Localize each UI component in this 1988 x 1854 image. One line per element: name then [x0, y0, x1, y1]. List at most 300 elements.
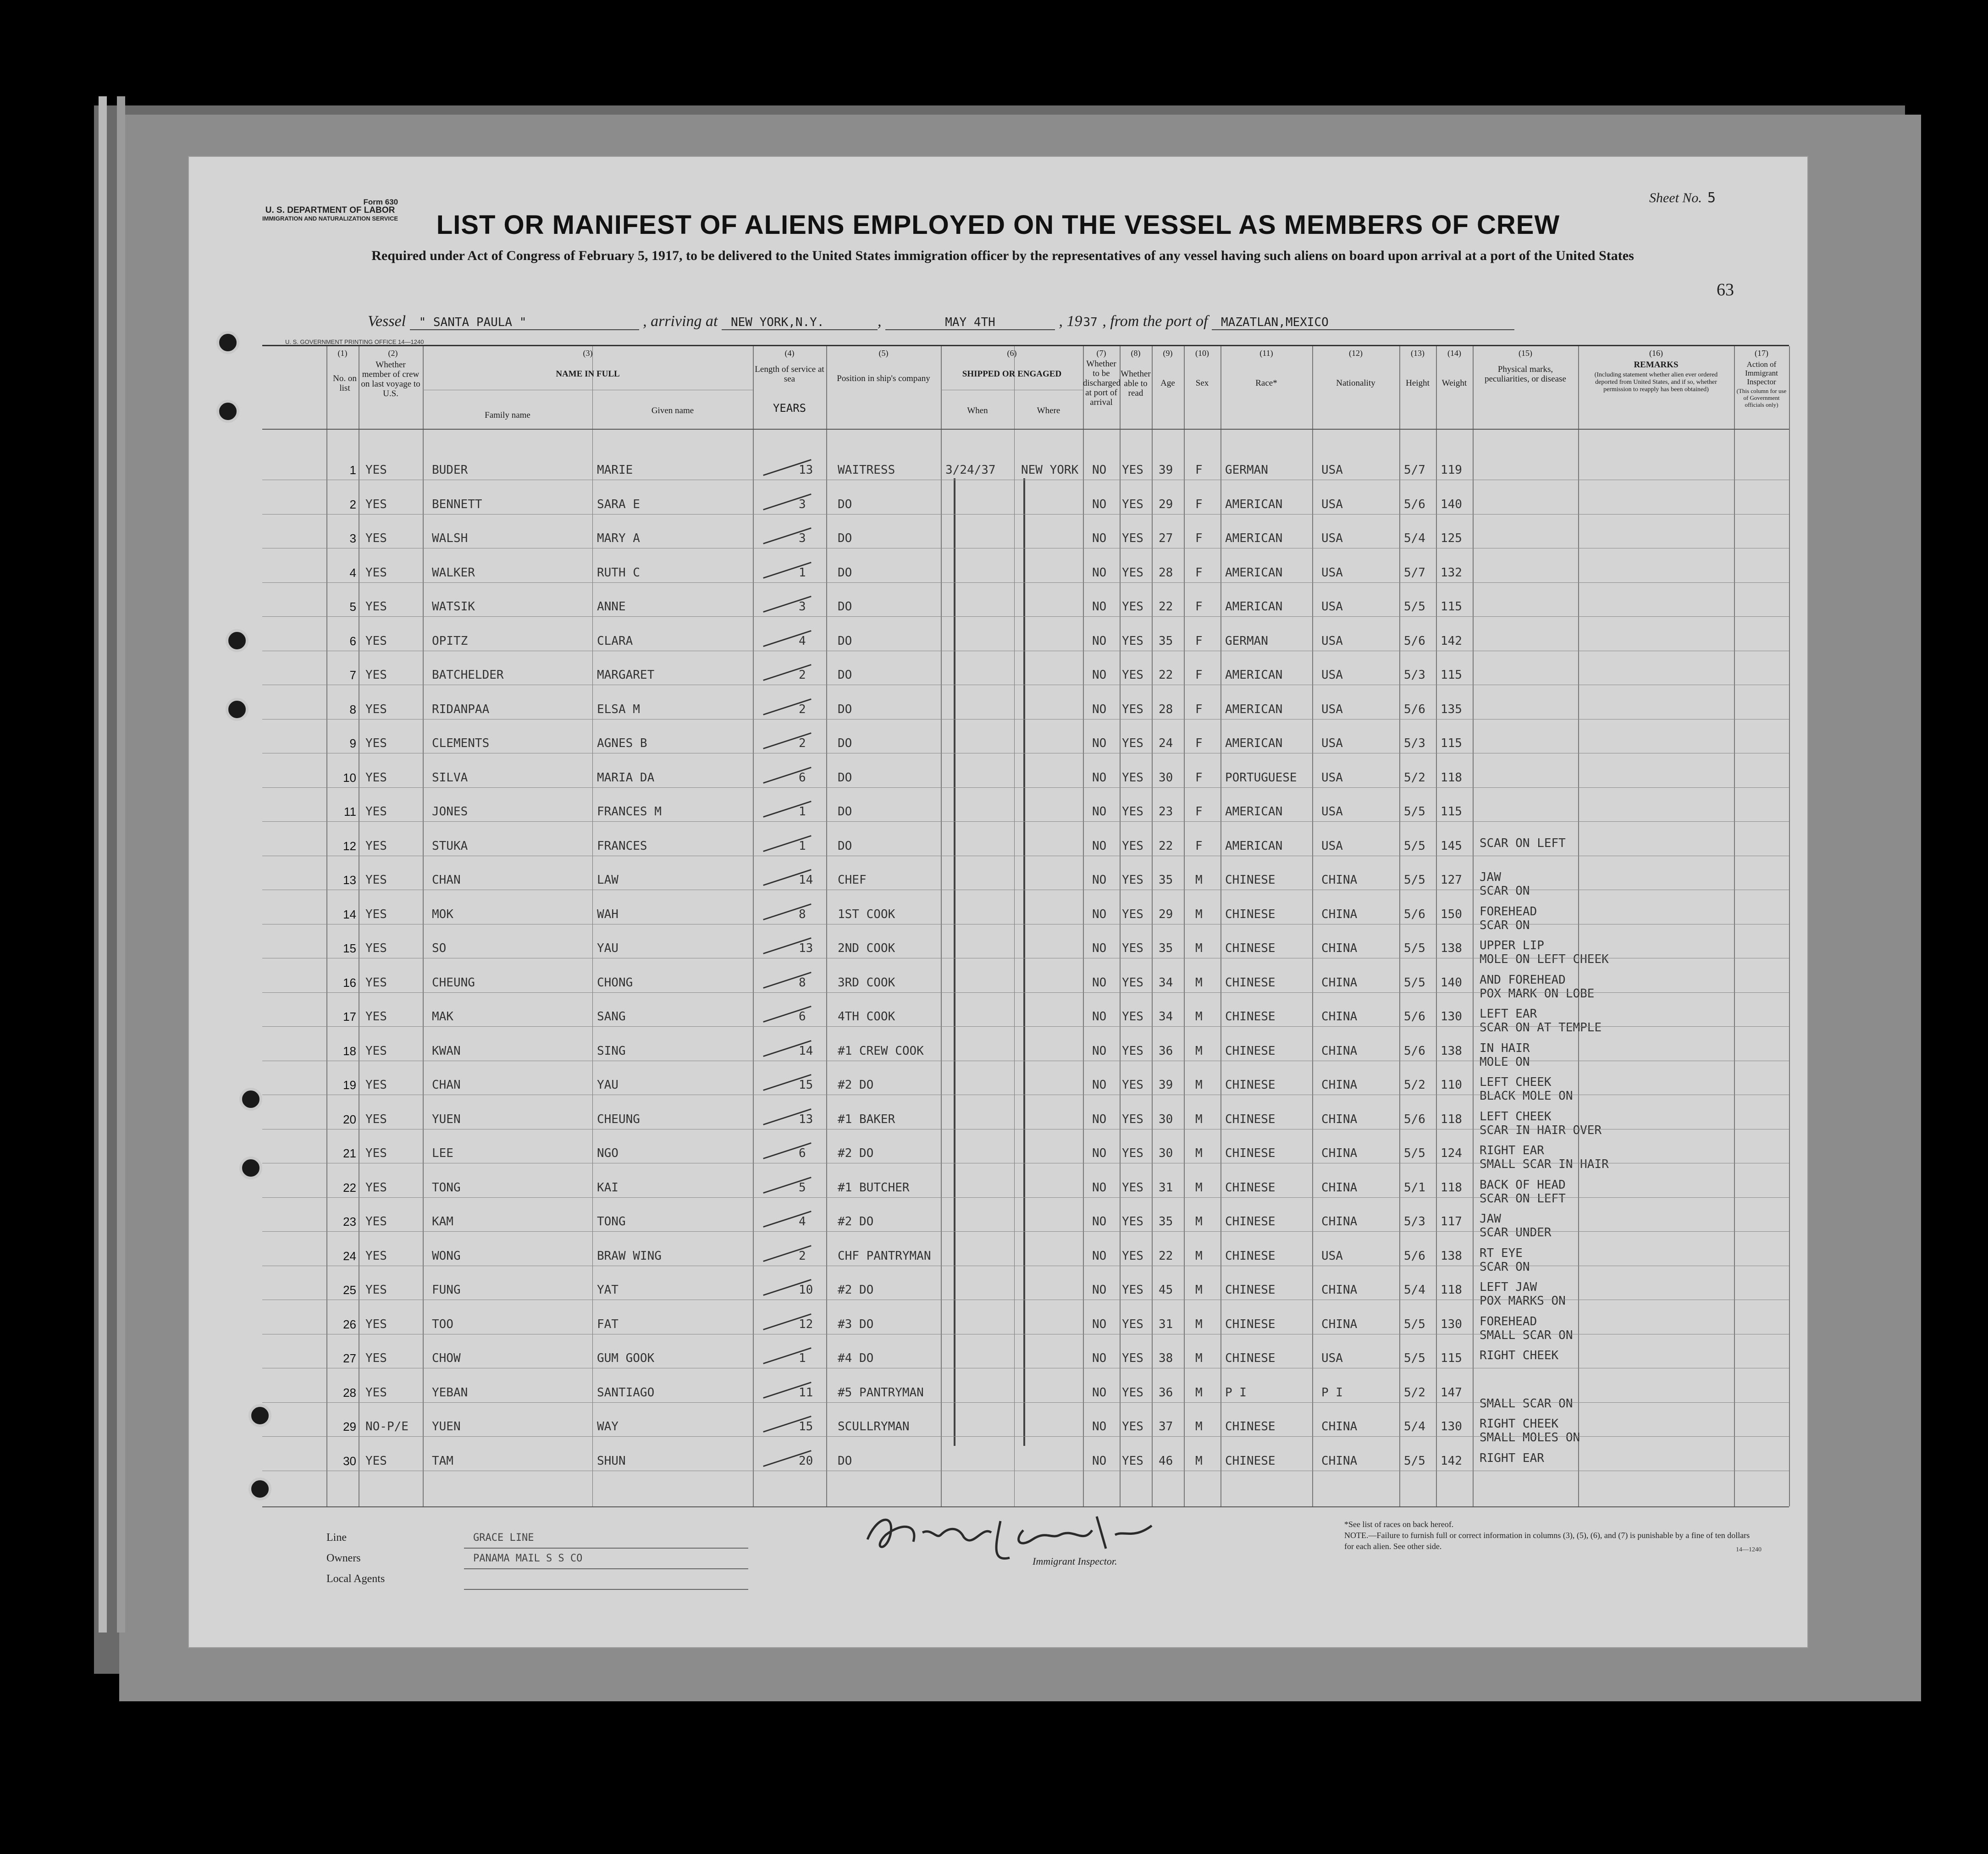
- last-voyage: YES: [365, 702, 387, 716]
- row-rule: [262, 1026, 1789, 1027]
- family-name: MAK: [432, 1010, 453, 1024]
- last-voyage: YES: [365, 805, 387, 819]
- physical-marks-continued: SCAR ON AT TEMPLE: [1480, 1021, 1602, 1035]
- position: #1 BAKER: [838, 1112, 895, 1126]
- height: 5/6: [1404, 1010, 1425, 1024]
- col-header-where: Where: [1037, 406, 1060, 415]
- position: DO: [838, 702, 852, 716]
- table-row: [262, 736, 1789, 770]
- position: DO: [838, 531, 852, 545]
- row-rule: [262, 787, 1789, 788]
- discharged: NO: [1092, 941, 1107, 955]
- service-years: 14: [799, 873, 813, 887]
- able-to-read: YES: [1122, 565, 1143, 580]
- last-voyage: YES: [365, 1112, 387, 1126]
- physical-marks: LEFT JAW: [1480, 1280, 1537, 1294]
- height: 5/6: [1404, 1249, 1425, 1263]
- able-to-read: YES: [1122, 941, 1143, 955]
- weight: 115: [1441, 668, 1462, 682]
- weight: 138: [1441, 1249, 1462, 1263]
- height: 5/6: [1404, 1044, 1425, 1058]
- weight: 117: [1441, 1215, 1462, 1229]
- col-header-weight: Weight: [1441, 378, 1467, 388]
- sex: F: [1195, 634, 1203, 648]
- list-number: 23: [343, 1215, 356, 1229]
- col3-number: (3): [583, 349, 593, 358]
- given-name: SANTIAGO: [597, 1385, 655, 1400]
- discharged: NO: [1092, 1454, 1107, 1468]
- list-number: 18: [343, 1044, 356, 1058]
- last-voyage: YES: [365, 1180, 387, 1195]
- departure-port: MAZATLAN,MEXICO: [1212, 315, 1514, 330]
- list-number: 16: [343, 975, 356, 990]
- weight: 124: [1441, 1146, 1462, 1160]
- col-header-action: Action of Immigrant Inspector: [1745, 360, 1778, 386]
- age: 23: [1159, 805, 1173, 819]
- race: PORTUGUESE: [1225, 770, 1297, 785]
- table-row: [262, 1212, 1789, 1249]
- given-name: TONG: [597, 1215, 626, 1229]
- height: 5/4: [1404, 1283, 1425, 1297]
- sex: M: [1195, 1385, 1203, 1400]
- nationality: CHINA: [1321, 907, 1358, 921]
- given-name: YAU: [597, 1078, 618, 1092]
- given-name: FRANCES: [597, 839, 647, 853]
- nationality: CHINA: [1321, 873, 1358, 887]
- family-name: KWAN: [432, 1044, 461, 1058]
- footer-note: [1344, 1519, 1757, 1552]
- sex: M: [1195, 1146, 1203, 1160]
- owners-label: Owners: [326, 1552, 361, 1564]
- year-prefix: , 19: [1059, 313, 1082, 330]
- age: 22: [1159, 668, 1173, 682]
- physical-marks: SCAR ON LEFT: [1480, 836, 1566, 850]
- row-rule: [262, 992, 1789, 993]
- agents-label: Local Agents: [326, 1573, 385, 1585]
- col-header-remarks-note: (Including statement whether alien ever ordered deported from United States, and if so, whether permission to reapply has been obtained): [1594, 371, 1718, 393]
- weight: 145: [1441, 839, 1462, 853]
- height: 5/2: [1404, 1385, 1425, 1400]
- last-voyage: YES: [365, 736, 387, 750]
- table-row: [262, 1146, 1789, 1180]
- able-to-read: YES: [1122, 497, 1143, 511]
- service-years: 4: [799, 1215, 806, 1229]
- service-years: 15: [799, 1078, 813, 1092]
- age: 36: [1159, 1044, 1173, 1058]
- service-years: 6: [799, 1146, 806, 1160]
- position: 3RD COOK: [838, 975, 895, 990]
- physical-marks: AND FOREHEAD: [1480, 973, 1566, 987]
- crew-table: [262, 345, 1789, 1507]
- weight: 127: [1441, 873, 1462, 887]
- col-header-race: Race*: [1255, 378, 1277, 388]
- nationality: CHINA: [1321, 1010, 1358, 1024]
- physical-marks: RT EYE: [1480, 1246, 1523, 1260]
- nationality: USA: [1321, 565, 1343, 580]
- family-name: STUKA: [432, 839, 468, 853]
- race: AMERICAN: [1225, 565, 1283, 580]
- sheet-number-value: 5: [1707, 190, 1716, 206]
- height: 5/5: [1404, 805, 1425, 819]
- arrival-port: NEW YORK,N.Y.: [722, 315, 878, 330]
- physical-marks: LEFT EAR: [1480, 1007, 1537, 1021]
- service-years: 13: [799, 463, 813, 477]
- last-voyage: YES: [365, 1351, 387, 1365]
- last-voyage: YES: [365, 907, 387, 921]
- height: 5/6: [1404, 634, 1425, 648]
- weight: 110: [1441, 1078, 1462, 1092]
- nationality: USA: [1321, 600, 1343, 614]
- physical-marks: IN HAIR: [1480, 1041, 1530, 1055]
- race: CHINESE: [1225, 907, 1276, 921]
- position: #2 DO: [838, 1215, 874, 1229]
- table-row: [262, 1314, 1789, 1351]
- table-row: [262, 1075, 1789, 1112]
- service-years: 1: [799, 565, 806, 580]
- table-row: [262, 1417, 1789, 1454]
- row-rule: [262, 514, 1789, 515]
- height: 5/6: [1404, 1112, 1425, 1126]
- row-rule: [262, 1436, 1789, 1437]
- height: 5/5: [1404, 975, 1425, 990]
- col8-number: (8): [1131, 349, 1141, 358]
- sex: M: [1195, 1078, 1203, 1092]
- list-number: 14: [343, 907, 356, 921]
- discharged: NO: [1092, 1351, 1107, 1365]
- owners-value: PANAMA MAIL S S CO: [464, 1549, 748, 1569]
- list-number: 21: [343, 1146, 356, 1160]
- given-name: MARIE: [597, 463, 633, 477]
- sex: F: [1195, 702, 1203, 716]
- race: CHINESE: [1225, 1010, 1276, 1024]
- inspector-label: Immigrant Inspector.: [1033, 1555, 1117, 1567]
- page-title: LIST OR MANIFEST OF ALIENS EMPLOYED ON THE VESSEL AS MEMBERS OF CREW: [436, 210, 1560, 240]
- family-name: BENNETT: [432, 497, 482, 511]
- given-name: ELSA M: [597, 702, 640, 716]
- weight: 142: [1441, 634, 1462, 648]
- nationality: USA: [1321, 531, 1343, 545]
- given-name: FRANCES M: [597, 805, 662, 819]
- physical-marks: FOREHEAD: [1480, 1314, 1537, 1328]
- col9-number: (9): [1163, 349, 1173, 358]
- physical-marks-continued: SCAR ON: [1480, 918, 1530, 932]
- able-to-read: YES: [1122, 1146, 1143, 1160]
- last-voyage: YES: [365, 565, 387, 580]
- position: #1 CREW COOK: [838, 1044, 924, 1058]
- binder-strip: [117, 96, 125, 1633]
- able-to-read: YES: [1122, 1180, 1143, 1195]
- service-years: 3: [799, 531, 806, 545]
- weight: 147: [1441, 1385, 1462, 1400]
- last-voyage: YES: [365, 1078, 387, 1092]
- family-name: MOK: [432, 907, 453, 921]
- race: CHINESE: [1225, 873, 1276, 887]
- race: CHINESE: [1225, 1180, 1276, 1195]
- service-years: 8: [799, 907, 806, 921]
- discharged: NO: [1092, 1146, 1107, 1160]
- sex: M: [1195, 941, 1203, 955]
- race: GERMAN: [1225, 463, 1268, 477]
- weight: 140: [1441, 975, 1462, 990]
- height: 5/5: [1404, 600, 1425, 614]
- race: CHINESE: [1225, 1112, 1276, 1126]
- position: DO: [838, 736, 852, 750]
- age: 31: [1159, 1317, 1173, 1331]
- sex: F: [1195, 805, 1203, 819]
- physical-marks: RIGHT EAR: [1480, 1451, 1544, 1465]
- height: 5/2: [1404, 1078, 1425, 1092]
- table-row: [262, 870, 1789, 907]
- last-voyage: YES: [365, 600, 387, 614]
- given-name: CHONG: [597, 975, 633, 990]
- vessel-line: Vessel " SANTA PAULA " , arriving at NEW YORK,N.Y. , MAY 4TH , 1937 , from the port of MAZATLAN,MEXICO: [368, 313, 1514, 330]
- col-header-discharged: Whether to be discharged at port of arrival: [1083, 359, 1121, 407]
- able-to-read: YES: [1122, 839, 1143, 853]
- discharged: NO: [1092, 531, 1107, 545]
- able-to-read: YES: [1122, 600, 1143, 614]
- sex: F: [1195, 497, 1203, 511]
- weight: 135: [1441, 702, 1462, 716]
- sex: M: [1195, 1112, 1203, 1126]
- nationality: USA: [1321, 839, 1343, 853]
- family-name: YEBAN: [432, 1385, 468, 1400]
- discharged: NO: [1092, 634, 1107, 648]
- table-row: [262, 1041, 1789, 1078]
- able-to-read: YES: [1122, 975, 1143, 990]
- list-number: 20: [343, 1112, 356, 1126]
- age: 38: [1159, 1351, 1173, 1365]
- able-to-read: YES: [1122, 1317, 1143, 1331]
- service-years: 2: [799, 668, 806, 682]
- height: 5/6: [1404, 497, 1425, 511]
- nationality: CHINA: [1321, 975, 1358, 990]
- col5-number: (5): [878, 349, 889, 358]
- discharged: NO: [1092, 1180, 1107, 1195]
- table-row: [262, 1246, 1789, 1283]
- age: 30: [1159, 1146, 1173, 1160]
- position: #4 DO: [838, 1351, 874, 1365]
- last-voyage: YES: [365, 668, 387, 682]
- col-header-family-name: Family name: [485, 410, 530, 420]
- discharged: NO: [1092, 702, 1107, 716]
- race: AMERICAN: [1225, 497, 1283, 511]
- height: 5/7: [1404, 463, 1425, 477]
- table-row: [262, 703, 1789, 736]
- list-number: 7: [349, 668, 356, 682]
- race: AMERICAN: [1225, 668, 1283, 682]
- list-number: 5: [349, 600, 356, 614]
- service-years: 8: [799, 975, 806, 990]
- race: GERMAN: [1225, 634, 1268, 648]
- col-header-given-name: Given name: [651, 406, 694, 415]
- list-number: 26: [343, 1317, 356, 1331]
- position: DO: [838, 839, 852, 853]
- position: DO: [838, 770, 852, 785]
- position: #1 BUTCHER: [838, 1180, 910, 1195]
- age: 35: [1159, 1215, 1173, 1229]
- stamped-page-number: 63: [1717, 280, 1734, 299]
- weight: 115: [1441, 736, 1462, 750]
- last-voyage: YES: [365, 497, 387, 511]
- able-to-read: YES: [1122, 805, 1143, 819]
- able-to-read: YES: [1122, 463, 1143, 477]
- sheet-number: [1649, 190, 1716, 206]
- position: #5 PANTRYMAN: [838, 1385, 924, 1400]
- able-to-read: YES: [1122, 1283, 1143, 1297]
- height: 5/4: [1404, 531, 1425, 545]
- vessel-name: " SANTA PAULA ": [410, 315, 639, 330]
- able-to-read: YES: [1122, 668, 1143, 682]
- able-to-read: YES: [1122, 873, 1143, 887]
- age: 29: [1159, 497, 1173, 511]
- last-voyage: YES: [365, 1385, 387, 1400]
- given-name: YAU: [597, 941, 618, 955]
- last-voyage: YES: [365, 1044, 387, 1058]
- sex: M: [1195, 1420, 1203, 1433]
- height: 5/3: [1404, 668, 1425, 682]
- service-years: 3: [799, 600, 806, 614]
- physical-marks: UPPER LIP: [1480, 939, 1544, 952]
- list-number: 13: [343, 873, 356, 887]
- service-unit: YEARS: [773, 402, 806, 415]
- footer-fields: [326, 1528, 748, 1590]
- physical-marks-continued: MOLE ON: [1480, 1055, 1530, 1069]
- from-label: , from the port of: [1102, 313, 1208, 330]
- age: 22: [1159, 600, 1173, 614]
- position: #2 DO: [838, 1283, 874, 1297]
- nationality: USA: [1321, 805, 1343, 819]
- col-header-action-note: (This column for use of Government officials only): [1736, 387, 1787, 408]
- weight: 132: [1441, 565, 1462, 580]
- discharged: NO: [1092, 565, 1107, 580]
- discharged: NO: [1092, 839, 1107, 853]
- discharged: NO: [1092, 805, 1107, 819]
- given-name: WAY: [597, 1420, 618, 1433]
- binder-strip: [99, 96, 107, 1633]
- table-row: [262, 531, 1789, 565]
- physical-marks: LEFT CHEEK: [1480, 1109, 1552, 1123]
- given-name: YAT: [597, 1283, 618, 1297]
- sex: M: [1195, 873, 1203, 887]
- nationality: USA: [1321, 497, 1343, 511]
- race: P I: [1225, 1385, 1247, 1400]
- family-name: SO: [432, 941, 447, 955]
- height: 5/5: [1404, 941, 1425, 955]
- list-number: 30: [343, 1454, 356, 1468]
- age: 35: [1159, 634, 1173, 648]
- table-row: [262, 463, 1789, 497]
- sex: F: [1195, 770, 1203, 785]
- table-row: [262, 941, 1789, 975]
- family-name: BATCHELDER: [432, 668, 504, 682]
- physical-marks: BACK OF HEAD: [1480, 1178, 1566, 1192]
- col-header-service-length: Length of service at sea: [755, 365, 824, 384]
- given-name: LAW: [597, 873, 618, 887]
- service-years: 3: [799, 497, 806, 511]
- physical-marks-continued: SCAR IN HAIR OVER: [1480, 1123, 1602, 1137]
- nationality: CHINA: [1321, 941, 1358, 955]
- nationality: USA: [1321, 770, 1343, 785]
- position: 4TH COOK: [838, 1010, 895, 1024]
- sex: M: [1195, 1283, 1203, 1297]
- given-name: ANNE: [597, 600, 626, 614]
- family-name: RIDANPAA: [432, 702, 490, 716]
- table-row: [262, 600, 1789, 634]
- position: DO: [838, 668, 852, 682]
- col11-number: (11): [1259, 349, 1273, 358]
- age: 39: [1159, 463, 1173, 477]
- age: 29: [1159, 907, 1173, 921]
- sex: M: [1195, 907, 1203, 921]
- position: DO: [838, 805, 852, 819]
- last-voyage: YES: [365, 1317, 387, 1331]
- col13-number: (13): [1411, 349, 1425, 358]
- list-number: 15: [343, 941, 356, 955]
- physical-marks-continued: SCAR ON LEFT: [1480, 1191, 1566, 1206]
- list-number: 24: [343, 1249, 356, 1263]
- table-row: [262, 1451, 1789, 1488]
- height: 5/3: [1404, 736, 1425, 750]
- physical-marks-continued: SMALL SCAR ON: [1480, 1328, 1573, 1342]
- sex: M: [1195, 975, 1203, 990]
- col4-number: (4): [784, 349, 795, 358]
- able-to-read: YES: [1122, 907, 1143, 921]
- race: CHINESE: [1225, 1351, 1276, 1365]
- col-header-height: Height: [1406, 378, 1430, 388]
- punch-hole: [216, 400, 239, 423]
- agents-value: [464, 1570, 748, 1590]
- position: DO: [838, 634, 852, 648]
- height: 5/6: [1404, 907, 1425, 921]
- position: 1ST COOK: [838, 907, 895, 921]
- physical-marks: LEFT CHEEK: [1480, 1075, 1552, 1089]
- age: 22: [1159, 839, 1173, 853]
- service-years: 4: [799, 634, 806, 648]
- service-years: 14: [799, 1044, 813, 1058]
- table-row: [262, 805, 1789, 839]
- physical-marks-continued: SMALL SCAR ON: [1480, 1396, 1573, 1411]
- page-subtitle: Required under Act of Congress of February 5, 1917, to be delivered to the United States immigration officer by the representatives of any vessel having such aliens on board upon arrival at a port of the United States: [371, 248, 1634, 263]
- race: AMERICAN: [1225, 600, 1283, 614]
- table-row: [262, 771, 1789, 805]
- given-name: CHEUNG: [597, 1112, 640, 1126]
- col12-number: (12): [1349, 349, 1363, 358]
- race: AMERICAN: [1225, 839, 1283, 853]
- list-number: 25: [343, 1283, 356, 1297]
- height: 5/5: [1404, 1146, 1425, 1160]
- race: AMERICAN: [1225, 702, 1283, 716]
- last-voyage: YES: [365, 531, 387, 545]
- height: 5/5: [1404, 1317, 1425, 1331]
- last-voyage: YES: [365, 839, 387, 853]
- family-name: WATSIK: [432, 600, 475, 614]
- col-header-last-voyage: Whether member of crew on last voyage to U.S.: [361, 360, 420, 398]
- sex: F: [1195, 463, 1203, 477]
- weight: 130: [1441, 1010, 1462, 1024]
- col1-number: (1): [337, 349, 348, 358]
- height: 5/1: [1404, 1180, 1425, 1195]
- sex: M: [1195, 1215, 1203, 1229]
- height: 5/7: [1404, 565, 1425, 580]
- height: 5/5: [1404, 839, 1425, 853]
- given-name: NGO: [597, 1146, 618, 1160]
- able-to-read: YES: [1122, 531, 1143, 545]
- weight: 130: [1441, 1420, 1462, 1433]
- col-header-list-no: No. on list: [333, 374, 357, 393]
- weight: 138: [1441, 1044, 1462, 1058]
- race: CHINESE: [1225, 1078, 1276, 1092]
- physical-marks-continued: SMALL MOLES ON: [1480, 1431, 1580, 1444]
